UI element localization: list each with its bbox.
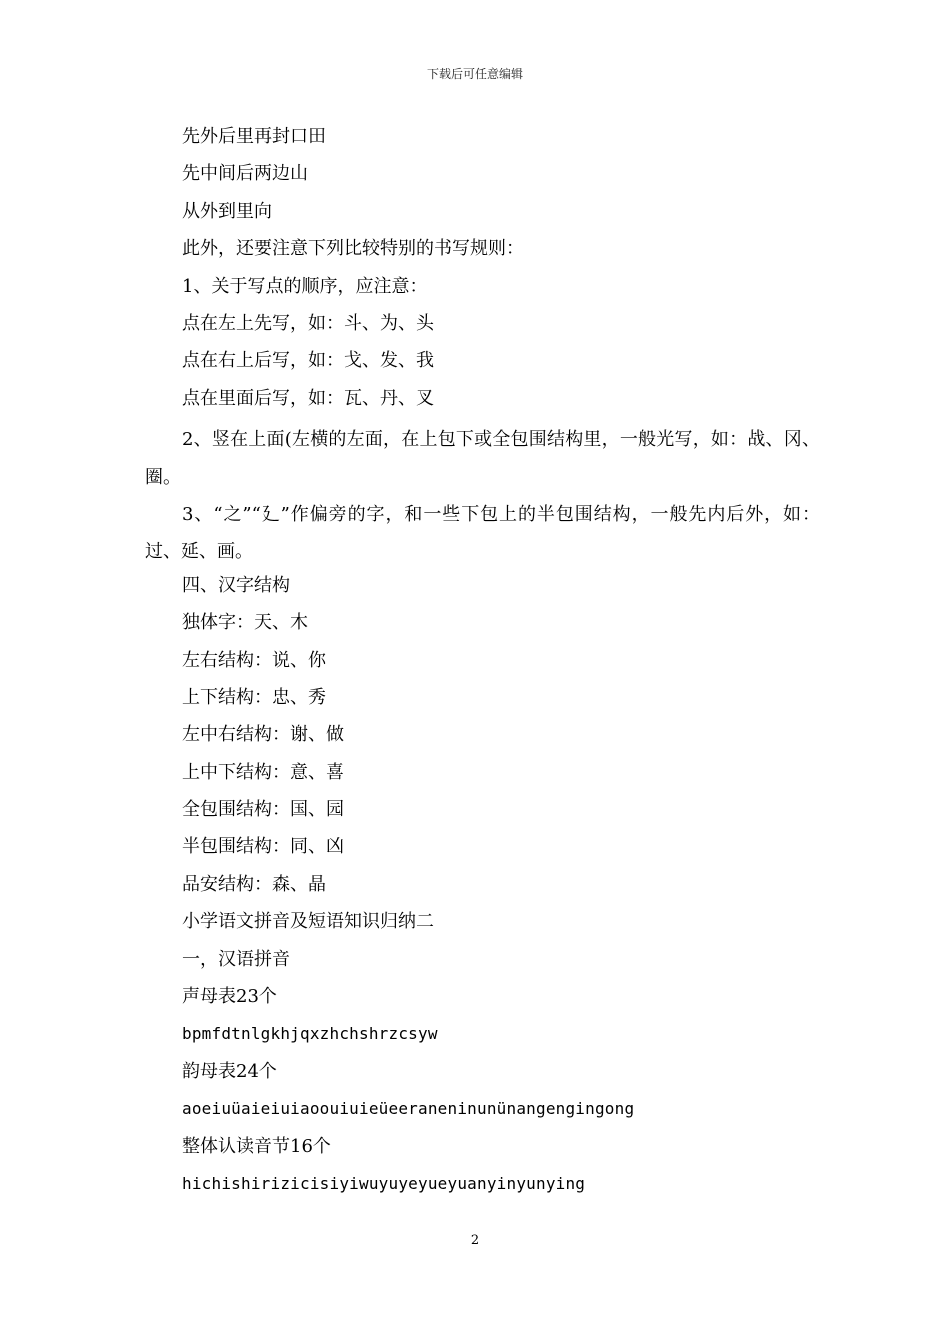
- text-line: 此外，还要注意下列比较特别的书写规则：: [182, 238, 524, 260]
- section-heading: 一，汉语拼音: [182, 948, 290, 970]
- paragraph: 2、竖在上面(左横的左面，在上包下或全包围结构里，一般光写，如：战、冈、圈。: [145, 429, 820, 488]
- text-line: 点在里面后写，如：瓦、丹、叉: [182, 387, 434, 409]
- pinyin-initials: bpmfdtnlgkhjqxzhchshrzcsyw: [182, 1024, 438, 1044]
- document-body: [145, 122, 820, 1206]
- text-line: 声母表23个: [182, 986, 277, 1008]
- page-header: 下载后可任意编辑: [426, 67, 523, 81]
- text-line: 先外后里再封口田: [182, 126, 326, 147]
- pinyin-finals: aoeiuüaieiuiaoouiuieüeeraneninunünangengingong: [182, 1099, 635, 1119]
- pinyin-syllables: hichishirizicisiyiwuyuyeyueyuanyinyunying: [182, 1174, 586, 1193]
- text-line: 品安结构：森、晶: [182, 873, 326, 895]
- paragraph: 3、“之”“廴”作偏旁的字，和一些下包上的半包围结构，一般先内后外，如：过、延、画。: [145, 503, 820, 563]
- text-line: 上下结构：忠、秀: [182, 686, 326, 708]
- section-heading: 四、汉字结构: [182, 574, 290, 596]
- text-line: 从外到里向: [182, 200, 272, 222]
- text-line: 半包围结构：同、凶: [182, 836, 344, 858]
- text-line: 先中间后两边山: [182, 163, 308, 185]
- text-line: 点在左上先写，如：斗、为、头: [182, 312, 434, 334]
- text-line: 1、关于写点的顺序，应注意：: [182, 275, 428, 297]
- text-line: 点在右上后写，如：戈、发、我: [182, 350, 434, 372]
- text-line: 整体认读音节16个: [182, 1135, 331, 1157]
- text-line: 左右结构：说、你: [182, 649, 326, 671]
- text-line: 左中右结构：谢、做: [182, 724, 344, 746]
- page-number: 2: [470, 1233, 480, 1248]
- text-line: 全包围结构：国、园: [182, 799, 344, 821]
- section-heading: 小学语文拼音及短语知识归纳二: [182, 911, 434, 933]
- text-line: 独体字：天、木: [182, 612, 308, 634]
- text-line: 上中下结构：意、喜: [182, 761, 344, 783]
- text-line: 韵母表24个: [182, 1060, 277, 1082]
